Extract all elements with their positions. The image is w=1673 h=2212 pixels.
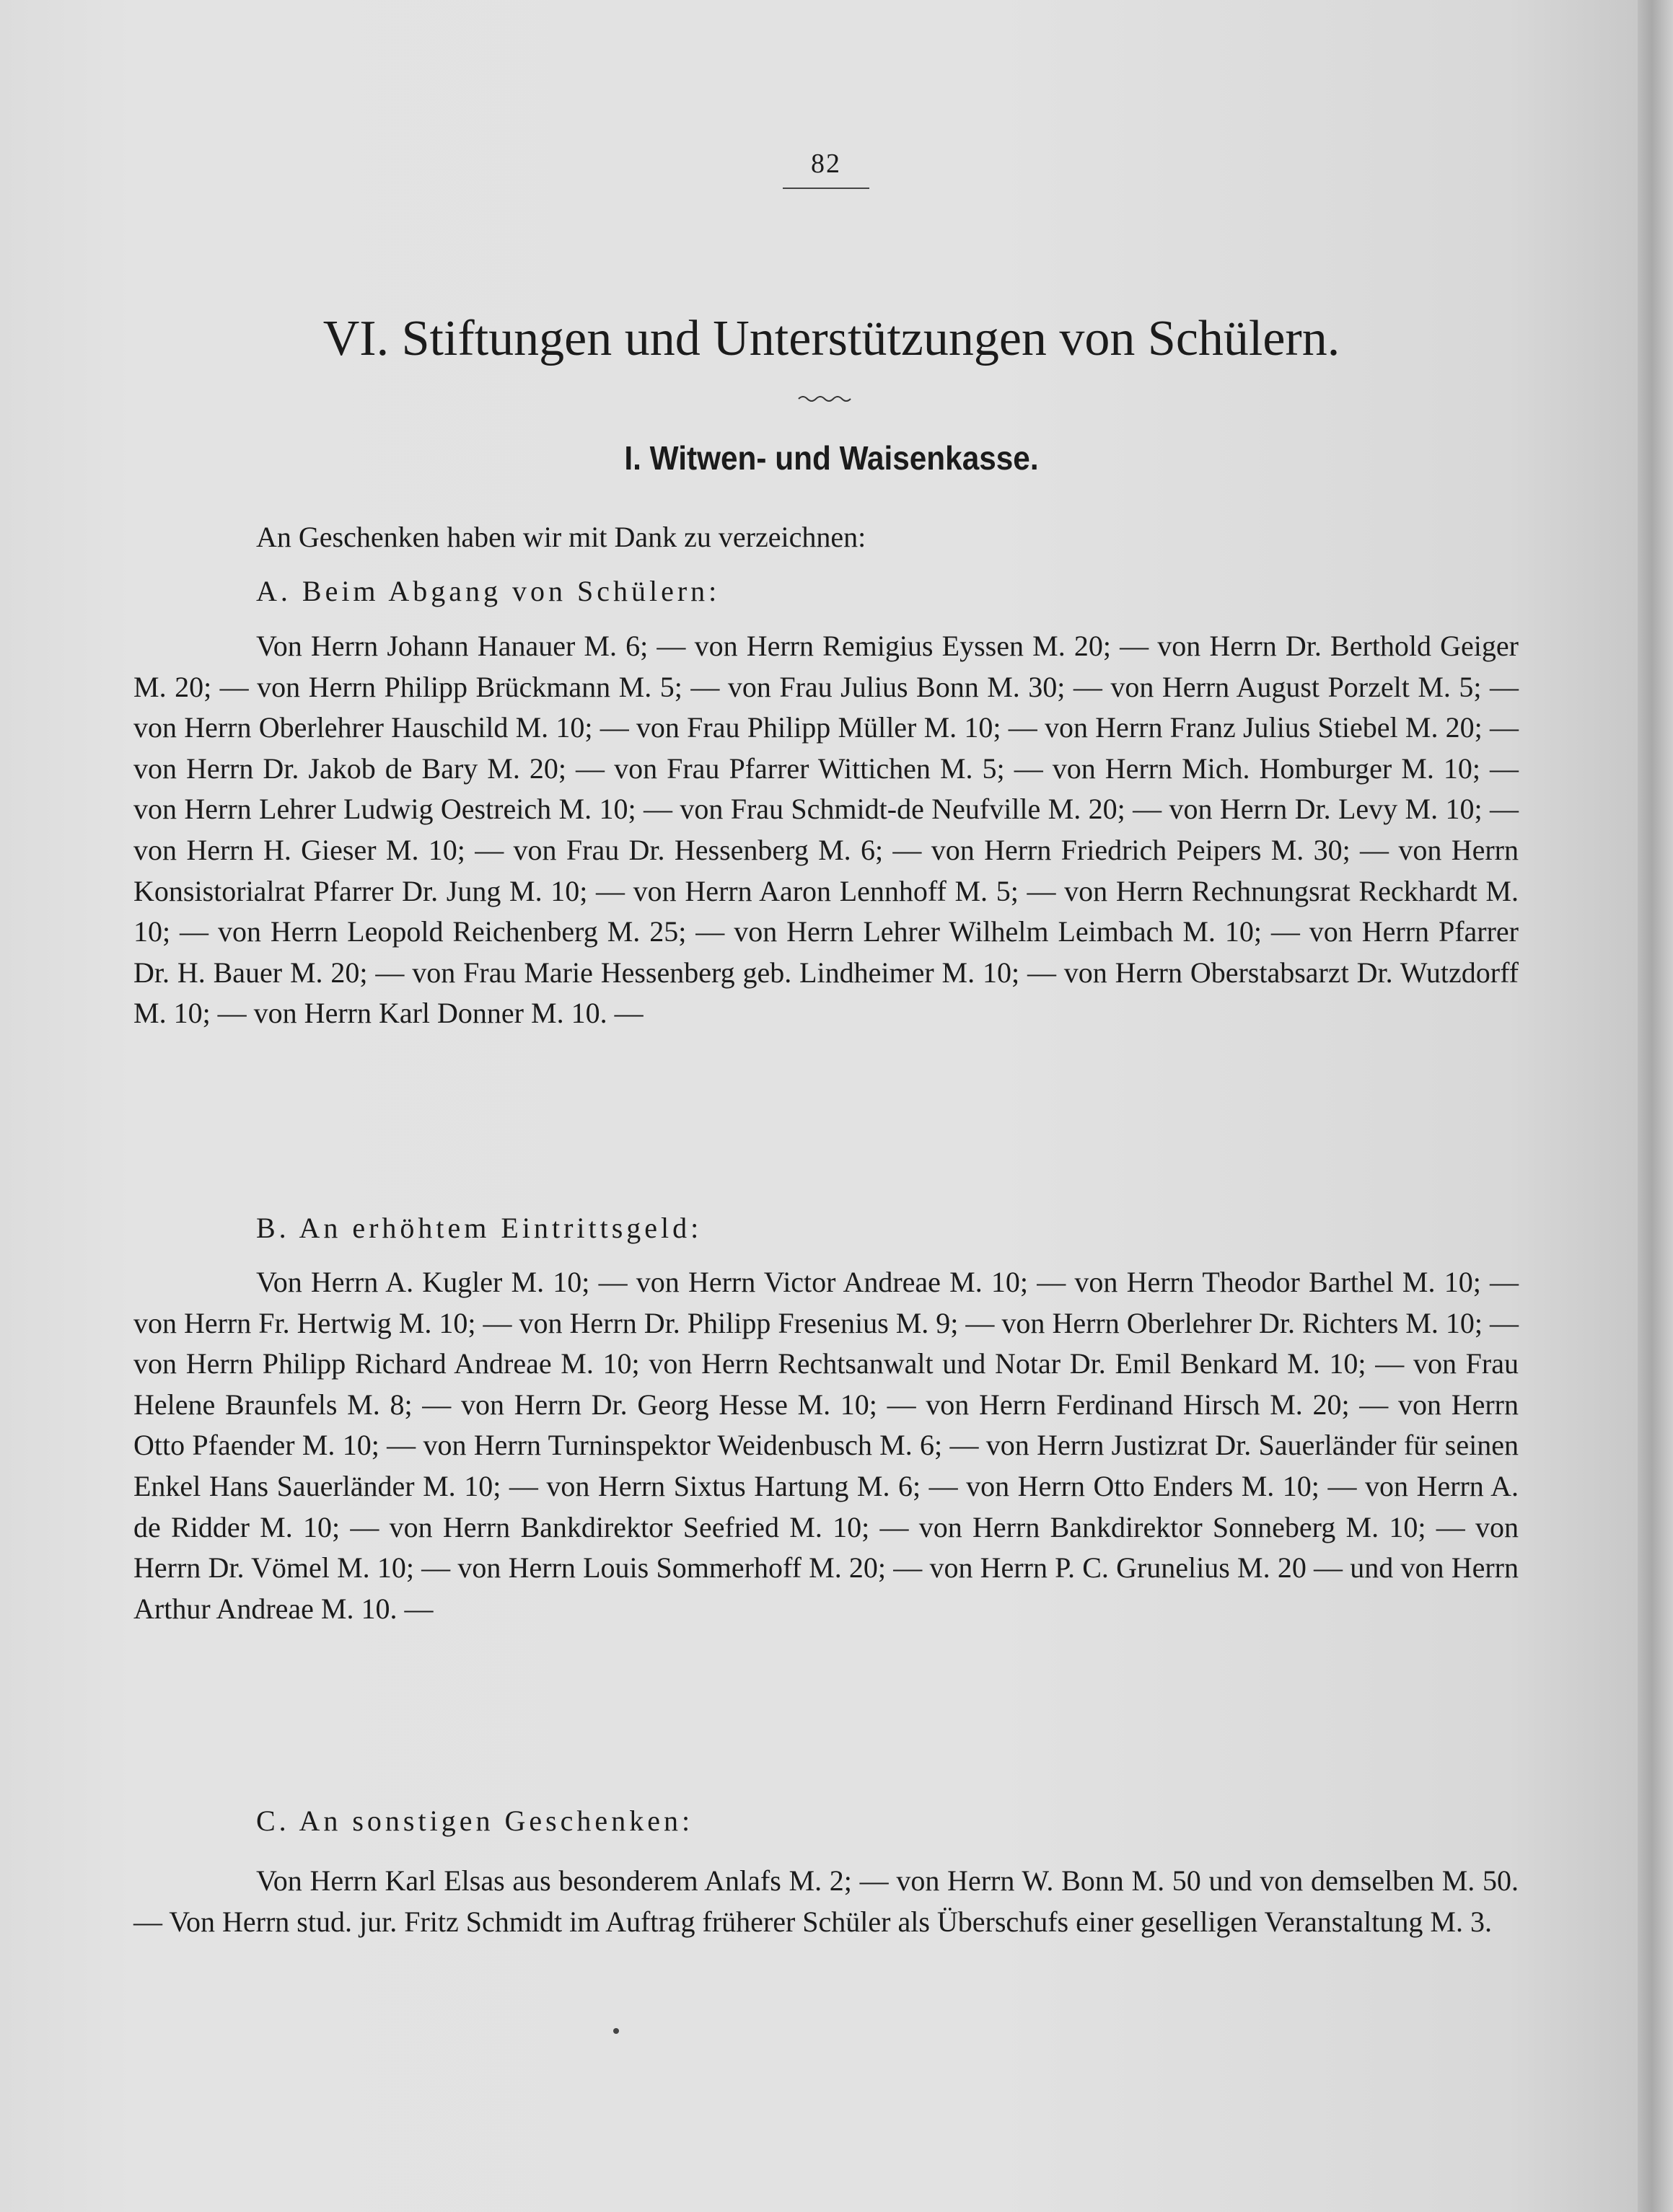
intro-line: An Geschenken haben wir mit Dank zu verzeichnen: — [256, 521, 866, 553]
page-number-rule — [783, 188, 869, 189]
paragraph-a: Von Herrn Johann Hanauer M. 6; — von Herrn Remigius Eyssen M. 20; — von Herrn Dr. Berthold Geiger M. 20; — von Herrn Philipp Brückmann M. 5; — von Frau Julius Bonn M. 30; — von Herrn August Porzelt M. 5; — von Herrn Oberlehrer Hauschild M. 10; — von Frau Philipp Müller M. 10; — von Herrn Franz Julius Stiebel M. 20; — von Herrn Dr. Jakob de Bary M. 20; — von Frau Pfarrer Wittichen M. 5; — von Herrn Mich. Homburger M. 10; — von Herrn Lehrer Ludwig Oestreich M. 10; — von Frau Schmidt-de Neufville M. 20; — von Herrn Dr. Levy M. 10; — von Herrn H. Gieser M. 10; — von Frau Dr. Hessenberg M. 6; — von Herrn Friedrich Peipers M. 30; — von Herrn Konsistorialrat Pfarrer Dr. Jung M. 10; — von Herrn Aaron Lennhoff M. 5; — von Herrn Rechnungsrat Reckhardt M. 10; — von Herrn Leopold Reichenberg M. 25; — von Herrn Lehrer Wilhelm Leimbach M. 10; — von Herrn Pfarrer Dr. H. Bauer M. 20; — von Frau Marie Hessenberg geb. Lindheimer M. 10; — von Herrn Oberstabsarzt Dr. Wutzdorff M. 10; — von Herrn Karl Donner M. 10. — — [133, 630, 1519, 1030]
title-ornament — [797, 393, 855, 405]
paragraph-b: Von Herrn A. Kugler M. 10; — von Herrn Victor Andreae M. 10; — von Herrn Theodor Barthel M. 10; — von Herrn Fr. Hertwig M. 10; — von Herrn Dr. Philipp Fresenius M. 9; — von Herrn Oberlehrer Dr. Richters M. 10; — von Herrn Philipp Richard Andreae M. 10; von Herrn Rechtsanwalt und Notar Dr. Emil Benkard M. 10; — von Frau Helene Braunfels M. 8; — von Herrn Dr. Georg Hesse M. 10; — von Herrn Ferdinand Hirsch M. 20; — von Herrn Otto Pfaender M. 10; — von Herrn Turninspektor Weidenbusch M. 6; — von Herrn Justizrat Dr. Sauerländer für seinen Enkel Hans Sauerländer M. 10; — von Herrn Sixtus Hartung M. 6; — von Herrn Otto Enders M. 10; — von Herrn A. de Ridder M. 10; — von Herrn Bankdirektor Seefried M. 10; — von Herrn Bankdirektor Sonneberg M. 10; — von Herrn Dr. Vömel M. 10; — von Herrn Louis Sommerhoff M. 20; — von Herrn P. C. Grunelius M. 20 — und von Herrn Arthur Andreae M. 10. — — [133, 1266, 1519, 1625]
page-number: 82 — [811, 149, 841, 179]
subsection-title: I. Witwen- und Waisenkasse. — [624, 439, 1039, 477]
heading-a: A. Beim Abgang von Schülern: — [256, 575, 721, 607]
section-title: VI. Stiftungen und Unterstützungen von Schülern. — [322, 311, 1340, 366]
heading-b: B. An erhöhtem Eintrittsgeld: — [256, 1212, 703, 1244]
heading-c: C. An sonstigen Geschenken: — [256, 1805, 694, 1837]
ink-speck — [613, 2028, 619, 2034]
paragraph-c: Von Herrn Karl Elsas aus besonderem Anlafs M. 2; — von Herrn W. Bonn M. 50 und von demselben M. 50. — Von Herrn stud. jur. Fritz Schmidt im Auftrag früherer Schüler als Überschufs einer geselligen Veranstaltung M. 3. — [133, 1864, 1519, 1938]
page-gutter — [1638, 0, 1673, 2212]
